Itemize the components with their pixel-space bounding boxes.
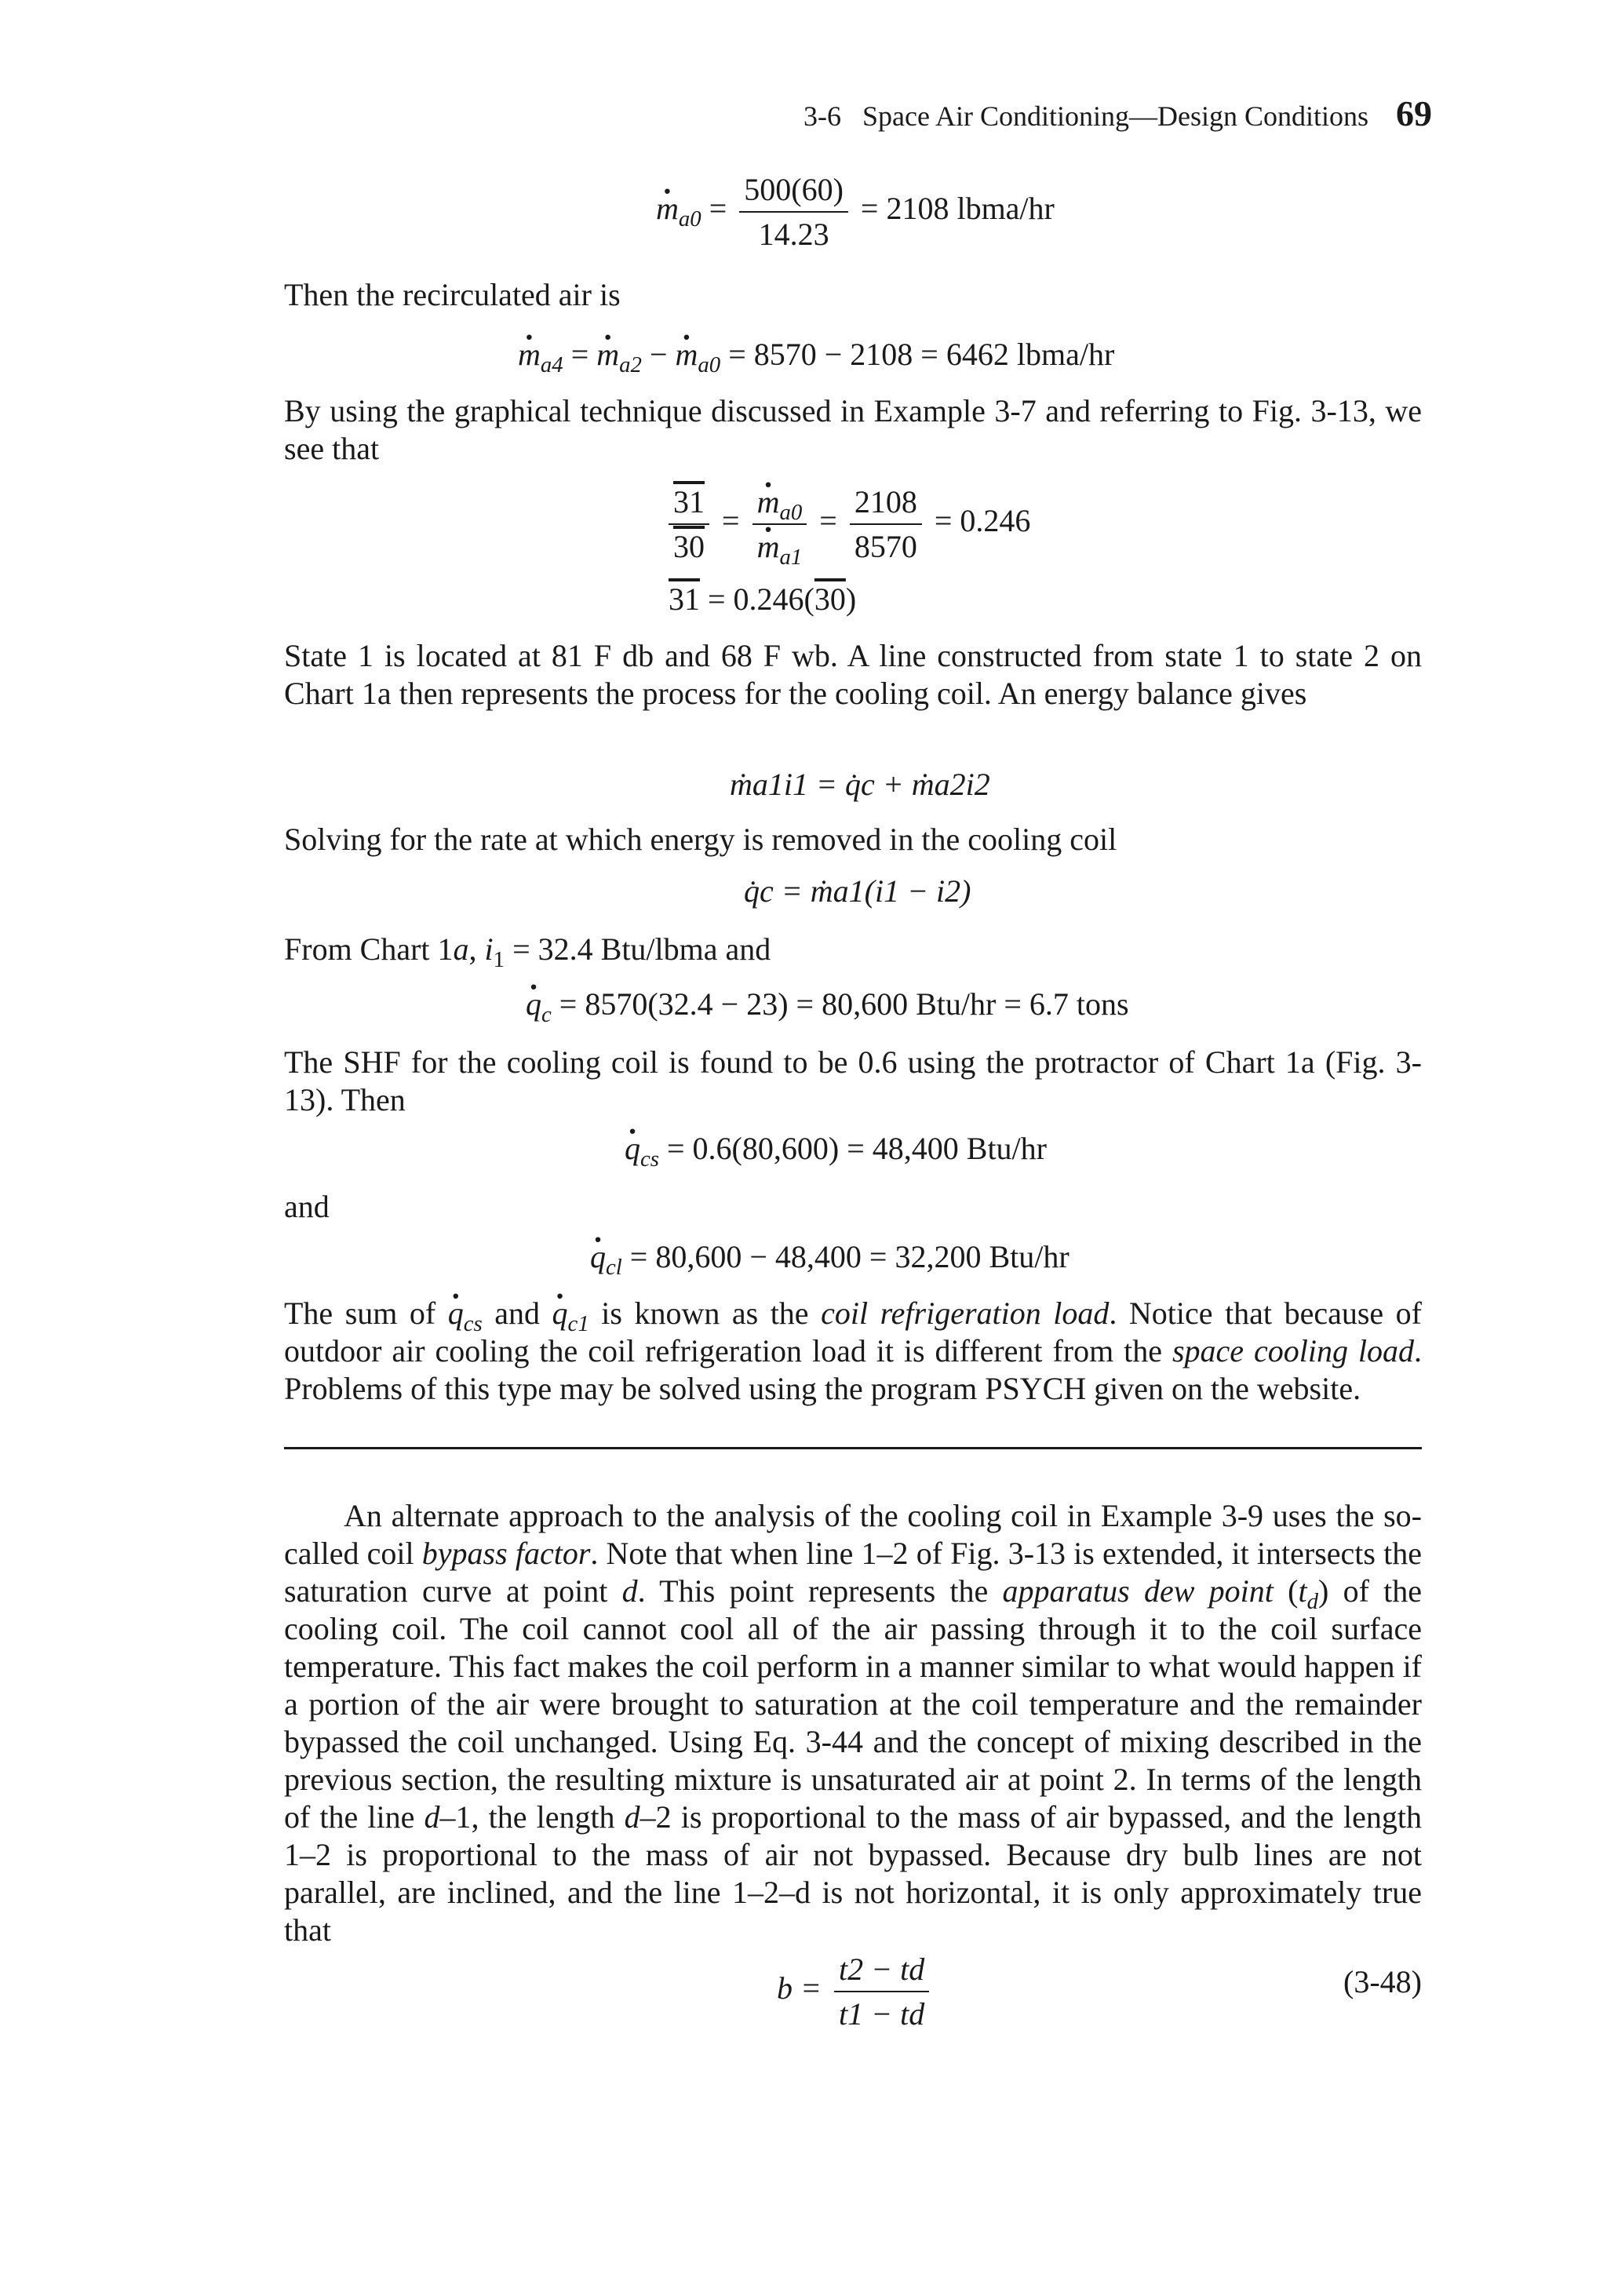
page-number: 69 — [1396, 93, 1432, 133]
equation-number: (3-48) — [1343, 1964, 1422, 1999]
paragraph-graphical-technique: By using the graphical technique discussed in Example 3-7 and referring to Fig. 3-13, we see that — [284, 393, 1422, 466]
paragraph-solving: Solving for the rate at which energy is removed in the cooling coil — [284, 822, 1117, 857]
paragraph-state-1: State 1 is located at 81 F db and 68 F wb. A line constructed from state 1 to state 2 on Chart 1a then represents the process for the cooling coil. An energy balance gives — [284, 638, 1422, 711]
paragraph-and: and — [284, 1189, 330, 1224]
equation-sensible-load: · $q_{cs} = 0.6(80,600) = 48,400$ Btu/hr — [625, 1130, 1047, 1167]
equation-bypass-factor: b = $\frac{t2 - td}{t1 - td}$ — [777, 1951, 934, 2032]
paragraph-shf: The SHF for the cooling coil is found to be 0.6 using the protractor of Chart 1a (Fig. 3-13). Then — [284, 1044, 1422, 1117]
running-header — [804, 93, 1432, 134]
paragraph-coil-refrigeration-load: The sum of · $q_{cs}$ and · $q_{c1}$ is known as the coil refrigeration load. Notice that because of outdoor air cooling the coil refrigeration load it is different from the space cooling load. Problems of this type may be solved using the program PSYCH given on the website. — [284, 1295, 1422, 1408]
equation-recirculated-air: · $m_{a4}$ = · $m_{a2}$ − · $m_{a0} = 8570 - 2108 = 6462$ lbma/hr — [518, 336, 1114, 373]
equation-segment: 31 = 0.246(30) — [669, 581, 857, 617]
section-number: 3-6 — [804, 100, 841, 132]
equation-latent-load: · $q_{cl} = 80,600 - 48,400 = 32,200$ Btu/hr — [590, 1238, 1070, 1275]
equation-outdoor-air-mass: · $m_{a0}$ = $\frac{500(60)}{14.23}$ = 2108 lbma/hr — [656, 171, 1055, 253]
equation-coil-rate: q̇c = ṁa1(i1 − i2) — [744, 873, 971, 909]
paragraph-chart-enthalpy: From Chart 1a, $i_1 = 32.4$ Btu/lbma and — [284, 931, 771, 972]
equation-ratio: $\frac{31}{30}$ = · $m_{a0}$ · $m_{a1}$ = $\frac{2108}{8570}$ = 0.246 — [664, 483, 1030, 565]
equation-coil-load: · $q_c = 8570(32.4 - 23) = 80,600$ Btu/hr = 6.7 tons — [526, 986, 1129, 1022]
example-end-rule — [284, 1447, 1422, 1449]
paragraph-recirculated: Then the recirculated air is — [284, 277, 621, 312]
equation-energy-balance: ṁa1i1 = q̇c + ṁa2i2 — [730, 767, 990, 802]
paragraph-bypass-factor: An alternate approach to the analysis of the cooling coil in Example 3-9 uses the so-called coil bypass factor. Note that when line 1–2 of Fig. 3-13 is extended, it intersects the saturation curve at point d. This point represents the apparatus dew point $(t_d)$ of the cooling coil. The coil cannot cool all of the air passing through it to the coil surface temperature. This fact makes the coil perform in a manner similar to what would happen if a portion of the air were brought to saturation at the coil temperature and the remainder bypassed the coil unchanged. Using Eq. 3-44 and the concept of mixing described in the previous section, the resulting mixture is unsaturated air at point 2. In terms of the length of the line d–1, the length d–2 is proportional to the mass of air bypassed, and the length 1–2 is proportional to the mass of air not bypassed. Because dry bulb lines are not parallel, are inclined, and the line 1–2–d is not horizontal, it is only approximately true that — [284, 1498, 1423, 1948]
section-title: Space Air Conditioning—Design Conditions — [862, 100, 1368, 132]
